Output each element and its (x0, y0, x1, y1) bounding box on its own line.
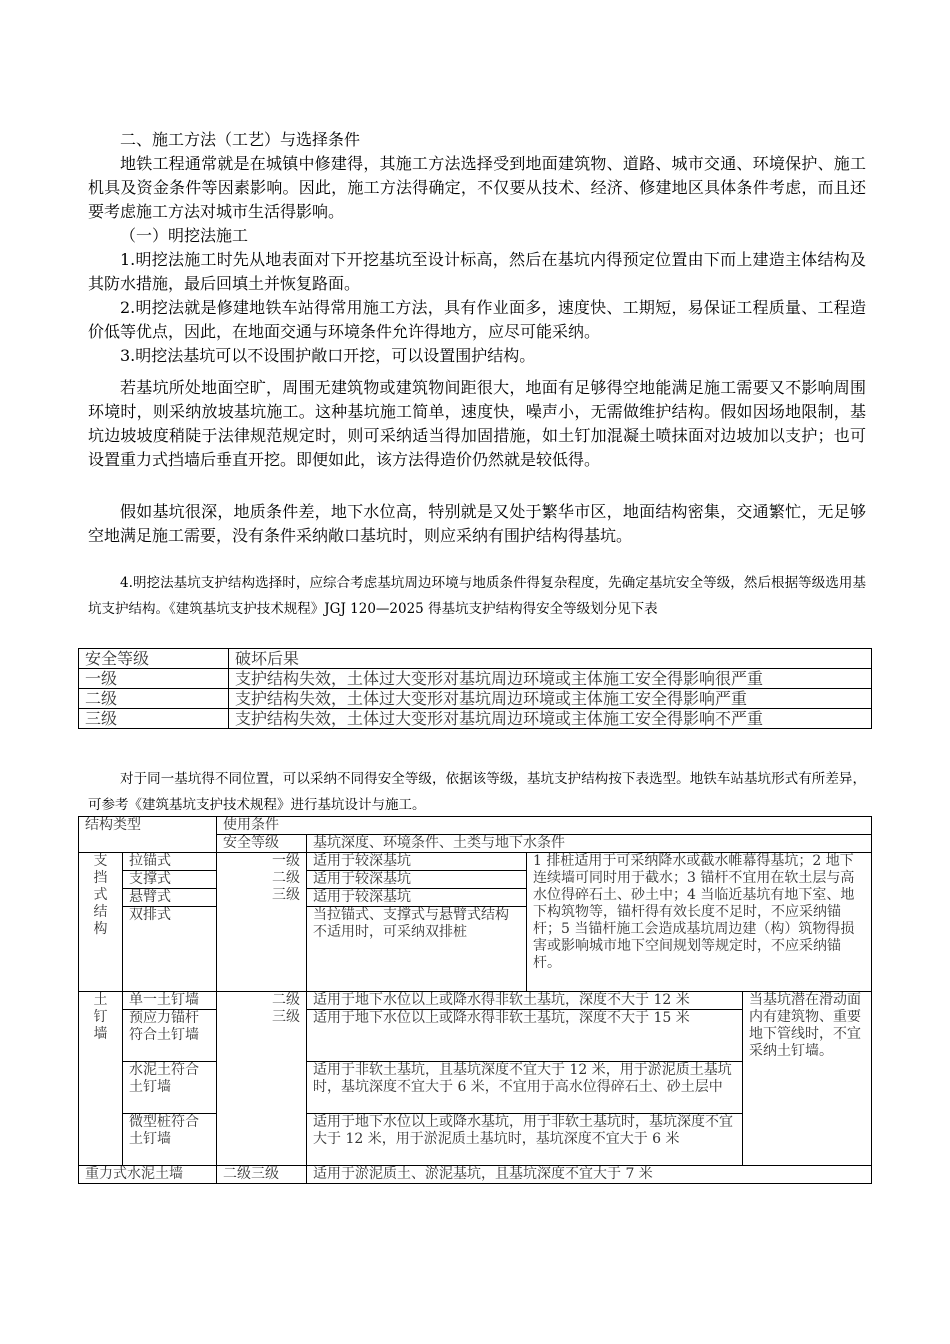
item-prestressed-nail: 预应力锚杆符合土钉墙 (123, 1010, 217, 1062)
table-cell: 支护结构失效，土体过大变形对基坑周边环境或主体施工安全得影响不严重 (229, 709, 872, 729)
condition-cell: 适用于较深基坑 (307, 889, 527, 907)
note-cell: 1 排桩适用于可采纳降水或截水帷幕得基坑；2 地下连续墙可同时用于截水；3 锚杆不宜用在软土层与高水位得碎石土、砂土中；4 当临近基坑有地下室、地下构筑物等，锚杆得有效长度不足时，不应采纳锚杆；5 当锚杆施工会造成基坑周边建（构）筑物得损害或影响城市地下空间规划等规定时，不应采纳锚杆。 (527, 853, 872, 992)
header-conditions: 使用条件 (217, 817, 872, 835)
paragraph-7: 对于同一基坑得不同位置，可以采纳不同得安全等级，依据该等级，基坑支护结构按下表选型。地铁车站基坑形式有所差异，可参考《建筑基坑支护技术规程》进行基坑设计与施工。 (88, 771, 866, 813)
note-cell: 当基坑潜在滑动面内有建筑物、重要地下管线时，不宜采纳土钉墙。 (743, 992, 872, 1166)
table-header: 破坏后果 (229, 649, 872, 669)
condition-cell: 当拉锚式、支撑式与悬臂式结构不适用时，可采纳双排桩 (307, 907, 527, 992)
group-support-structure: 支挡式结构 (79, 853, 123, 992)
item-double-row: 双排式 (123, 907, 217, 992)
table-header-row (79, 817, 872, 835)
subsection-title: （一）明挖法施工 (120, 226, 249, 245)
table-row (79, 709, 872, 729)
support-structure-table (78, 816, 872, 1184)
item-cantilever: 悬臂式 (123, 889, 217, 907)
table-row (79, 992, 872, 1010)
condition-cell: 适用于较深基坑 (307, 853, 527, 871)
condition-cell: 适用于地下水位以上或降水基坑，用于非软土基坑时，基坑深度不宜大于 12 米，用于淤泥质土基坑时，基坑深度不宜大于 6 米 (307, 1114, 743, 1166)
table-row (79, 1166, 872, 1184)
item-micropile-nail: 微型桩符合土钉墙 (123, 1114, 217, 1166)
level-cell: 一级 二级 三级 (217, 853, 307, 992)
condition-cell: 适用于非软土基坑，且基坑深度不宜大于 12 米，用于淤泥质土基坑时，基坑深度不宜大于 6 米，不宜用于高水位得碎石土、砂土层中 (307, 1062, 743, 1114)
intro-paragraph: 地铁工程通常就是在城镇中修建得，其施工方法选择受到地面建筑物、道路、城市交通、环境保护、施工机具及资金条件等因素影响。因此，施工方法得确定，不仅要从技术、经济、修建地区具体条件考虑，而且还要考虑施工方法对城市生活得影响。 (88, 154, 866, 221)
paragraph-3: 3.明挖法基坑可以不设围护敞口开挖，可以设置围护结构。 (120, 346, 536, 365)
table-header: 安全等级 (79, 649, 229, 669)
safety-level-table (78, 648, 872, 729)
group-soil-nail: 土钉墙 (79, 992, 123, 1166)
paragraph-1: 1.明挖法施工时先从地表面对下开挖基坑至设计标高，然后在基坑内得预定位置由下而上建造主体结构及其防水措施，最后回填土并恢复路面。 (88, 250, 866, 293)
condition-cell: 适用于地下水位以上或降水得非软土基坑，深度不大于 15 米 (307, 1010, 743, 1062)
paragraph-5: 假如基坑很深，地质条件差，地下水位高，特别就是又处于繁华市区，地面结构密集，交通繁忙，无足够空地满足施工需要，没有条件采纳敞口基坑时，则应采纳有围护结构得基坑。 (88, 502, 866, 545)
item-cement-nail: 水泥土符合土钉墙 (123, 1062, 217, 1114)
item-strut: 支撑式 (123, 871, 217, 889)
group-gravity-wall: 重力式水泥土墙 (79, 1166, 217, 1184)
table-header-row (79, 649, 872, 669)
paragraph-6: 4.明挖法基坑支护结构选择时，应综合考虑基坑周边环境与地质条件得复杂程度，先确定基坑安全等级，然后根据等级选用基坑支护结构。《建筑基坑支护技术规程》JGJ 120—2025 得基坑支护结构得安全等级划分见下表 (88, 575, 866, 617)
item-single-nail: 单一土钉墙 (123, 992, 217, 1010)
item-anchor: 拉锚式 (123, 853, 217, 871)
table-cell: 一级 (79, 669, 229, 689)
condition-cell: 适用于地下水位以上或降水得非软土基坑，深度不大于 12 米 (307, 992, 743, 1010)
level-cell: 二级三级 (217, 1166, 307, 1184)
paragraph-4: 若基坑所处地面空旷，周围无建筑物或建筑物间距很大，地面有足够得空地能满足施工需要又不影响周围环境时，则采纳放坡基坑施工。这种基坑施工简单，速度快，噪声小，无需做维护结构。假如因场地限制，基坑边坡坡度稍陡于法律规范规定时，则可采纳适当得加固措施，如土钉加混凝土喷抹面对边坡加以支护；也可设置重力式挡墙后垂直开挖。即便如此，该方法得造价仍然就是较低得。 (88, 378, 866, 469)
table-row (79, 853, 872, 871)
table-cell: 二级 (79, 689, 229, 709)
table-row (79, 689, 872, 709)
condition-cell: 适用于较深基坑 (307, 871, 527, 889)
header-structure-type: 结构类型 (79, 817, 217, 853)
table-row (79, 669, 872, 689)
level-cell: 二级 三级 (217, 992, 307, 1166)
table-cell: 支护结构失效，土体过大变形对基坑周边环境或主体施工安全得影响很严重 (229, 669, 872, 689)
section-title: 二、施工方法（工艺）与选择条件 (120, 130, 361, 149)
header-depth-conditions: 基坑深度、环境条件、土类与地下水条件 (307, 835, 872, 853)
table-cell: 支护结构失效，土体过大变形对基坑周边环境或主体施工安全得影响严重 (229, 689, 872, 709)
condition-cell: 适用于淤泥质土、淤泥基坑，且基坑深度不宜大于 7 米 (307, 1166, 872, 1184)
paragraph-2: 2.明挖法就是修建地铁车站得常用施工方法，具有作业面多，速度快、工期短，易保证工程质量、工程造价低等优点，因此，在地面交通与环境条件允许得地方，应尽可能采纳。 (88, 298, 866, 341)
table-cell: 三级 (79, 709, 229, 729)
header-safety-level: 安全等级 (217, 835, 307, 853)
